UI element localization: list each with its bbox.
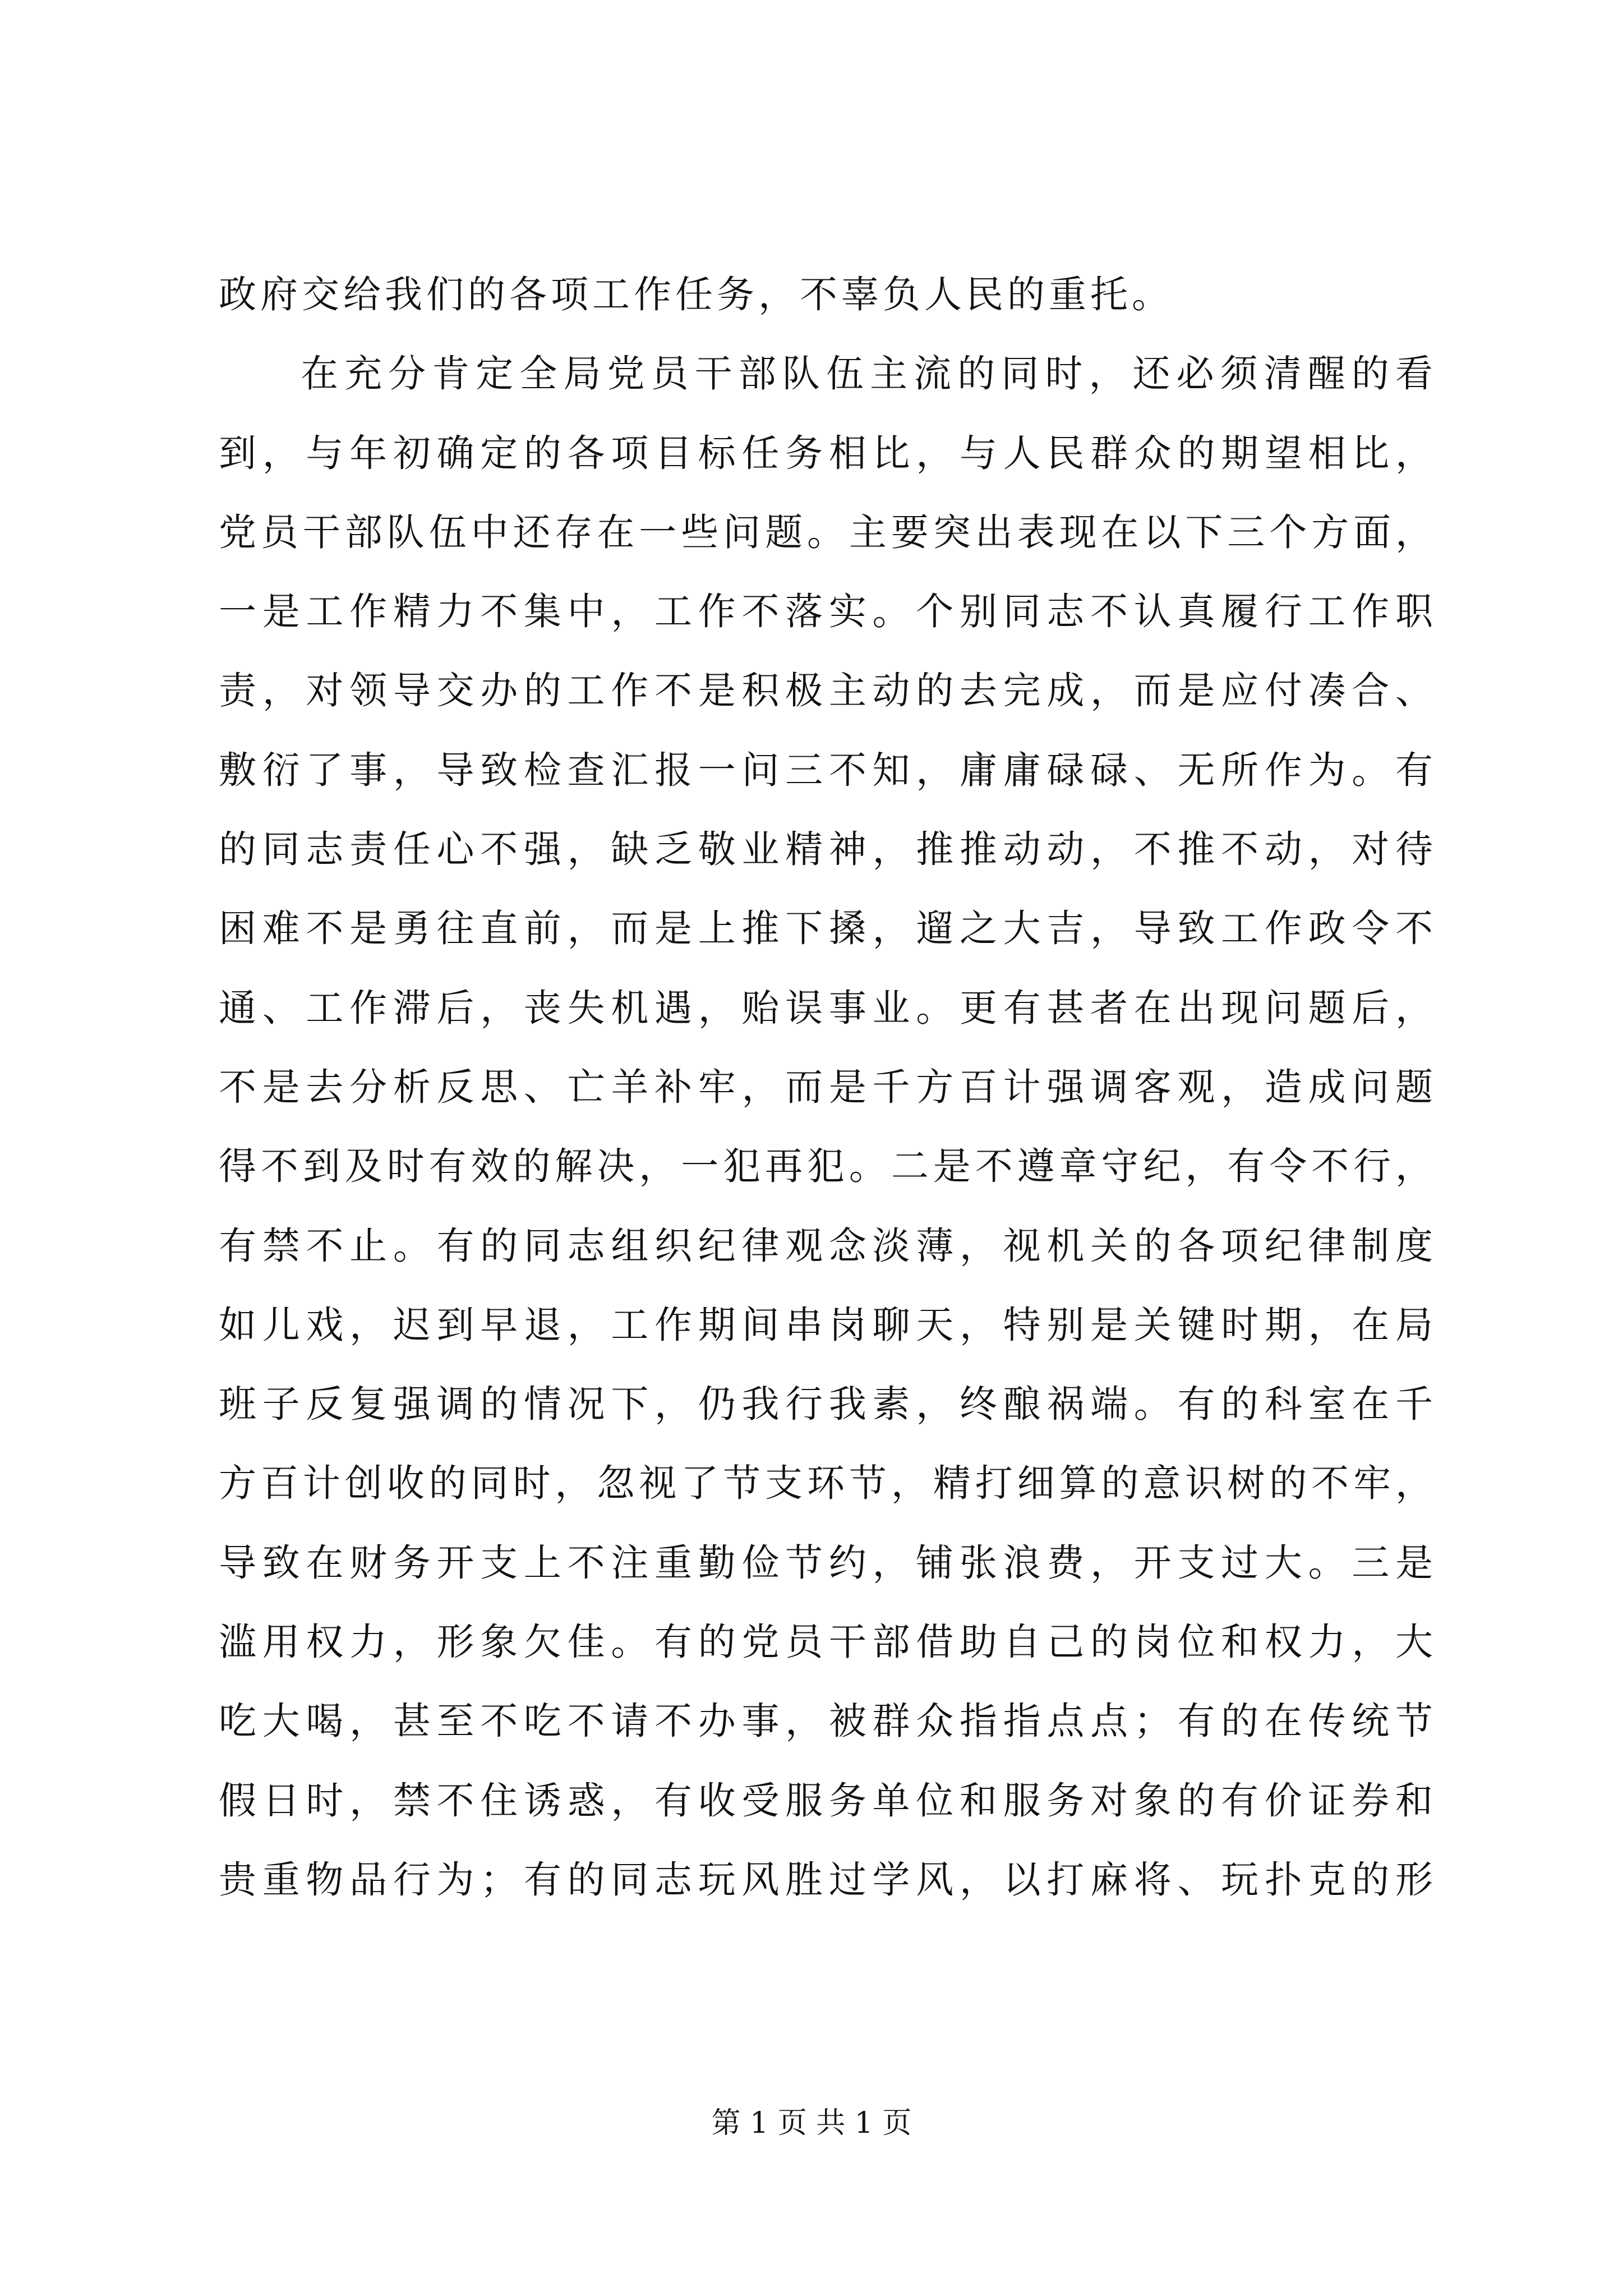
text-line: 通、工作滞后，丧失机遇，贻误事业。更有甚者在出现问题后， bbox=[219, 986, 1433, 1030]
text-line: 敷衍了事，导致检查汇报一问三不知，庸庸碌碌、无所作为。有 bbox=[219, 748, 1433, 792]
text-line: 班子反复强调的情况下，仍我行我素，终酿祸端。有的科室在千 bbox=[219, 1382, 1433, 1427]
paragraph-first-line: 在充分肯定全局党员干部队伍主流的同时，还必须清醒的看 bbox=[301, 352, 1433, 396]
text-line: 有禁不止。有的同志组织纪律观念淡薄，视机关的各项纪律制度 bbox=[219, 1223, 1433, 1268]
text-line: 如儿戏，迟到早退，工作期间串岗聊天，特别是关键时期，在局 bbox=[219, 1303, 1433, 1347]
text-line: 吃大喝，甚至不吃不请不办事，被群众指指点点；有的在传统节 bbox=[219, 1699, 1433, 1743]
text-line: 到，与年初确定的各项目标任务相比，与人民群众的期望相比， bbox=[219, 431, 1433, 475]
text-line: 滥用权力，形象欠佳。有的党员干部借助自己的岗位和权力，大 bbox=[219, 1620, 1433, 1664]
text-line: 假日时，禁不住诱惑，有收受服务单位和服务对象的有价证券和 bbox=[219, 1778, 1433, 1823]
text-line: 的同志责任心不强，缺乏敬业精神，推推动动，不推不动，对待 bbox=[219, 827, 1433, 872]
text-line: 方百计创收的同时，忽视了节支环节，精打细算的意识树的不牢， bbox=[219, 1461, 1433, 1506]
text-line: 党员干部队伍中还存在一些问题。主要突出表现在以下三个方面， bbox=[219, 510, 1433, 554]
text-line: 一是工作精力不集中，工作不落实。个别同志不认真履行工作职 bbox=[219, 590, 1433, 634]
document-body bbox=[219, 255, 1433, 1920]
page-number: 第 1 页 共 1 页 bbox=[711, 2106, 912, 2140]
text-line: 贵重物品行为；有的同志玩风胜过学风，以打麻将、玩扑克的形 bbox=[219, 1857, 1433, 1902]
text-line: 不是去分析反思、亡羊补牢，而是千方百计强调客观，造成问题 bbox=[219, 1065, 1433, 1109]
text-line: 责，对领导交办的工作不是积极主动的去完成，而是应付凑合、 bbox=[219, 669, 1433, 713]
page-footer bbox=[0, 2101, 1623, 2146]
text-line: 导致在财务开支上不注重勤俭节约，铺张浪费，开支过大。三是 bbox=[219, 1540, 1433, 1585]
text-line: 政府交给我们的各项工作任务，不辜负人民的重托。 bbox=[219, 273, 1173, 316]
text-line: 困难不是勇往直前，而是上推下搡，遛之大吉，导致工作政令不 bbox=[219, 907, 1433, 951]
text-line: 得不到及时有效的解决，一犯再犯。二是不遵章守纪，有令不行， bbox=[219, 1144, 1433, 1189]
